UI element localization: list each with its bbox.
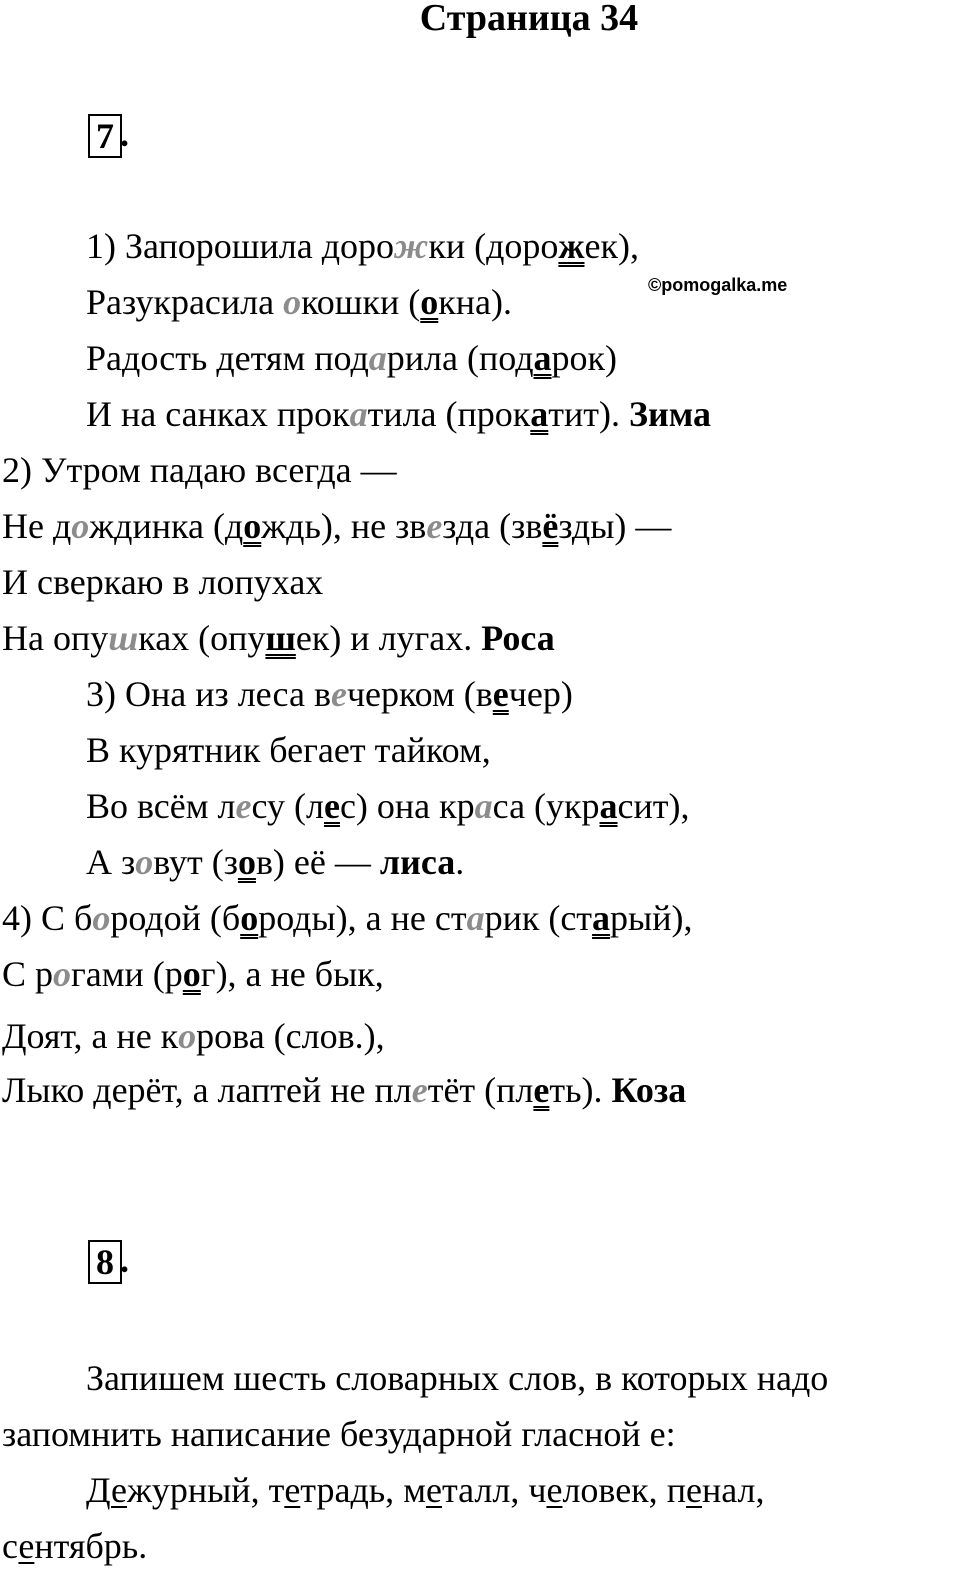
task8-paragraph-line1: Запишем шесть словарных слов, в которых надо: [86, 1358, 829, 1398]
riddle3-line3: Во всём лесу (лес) она краса (украсит),: [86, 786, 690, 826]
riddle1-line1: 1) Запорошила дорожки (дорожек),: [86, 226, 639, 266]
riddle4-line3: Доят, а не корова (слов.),: [2, 1016, 385, 1056]
riddle1-line4: И на санках прокатила (прокатит). Зима: [86, 394, 712, 434]
task8-words-line2: сентябрь.: [2, 1526, 148, 1566]
riddle3-line2: В курятник бегает тайком,: [86, 730, 491, 770]
task8-words-line1: Дежурный, тетрадь, металл, человек, пенал,: [86, 1470, 765, 1510]
task8-paragraph-line2: запомнить написание безударной гласной е:: [2, 1414, 676, 1454]
riddle1-line2: Разукрасила окошки (окна).: [86, 282, 512, 322]
riddle2-line4: На опушках (опушек) и лугах. Роса: [2, 618, 555, 658]
riddle1-answer: Зима: [629, 394, 712, 434]
task-8-number: 8: [88, 1240, 122, 1284]
riddle3-answer: лиса: [379, 842, 456, 882]
riddle4-line1: 4) С бородой (бороды), а не старик (старый),: [2, 898, 693, 938]
riddle4-line4: Лыко дерёт, а лаптей не плетёт (плеть). Коза: [2, 1070, 687, 1110]
task-7-number: 7: [88, 114, 122, 158]
riddle2-line1: 2) Утром падаю всегда —: [2, 450, 397, 490]
riddle3-line4: А зовут (зов) её — лиса.: [86, 842, 465, 882]
riddle2-answer: Роса: [481, 618, 555, 658]
riddle3-line1: 3) Она из леса вечерком (вечер): [86, 674, 573, 714]
riddle4-line2: С рогами (рог), а не бык,: [2, 954, 384, 994]
riddle2-line2: Не дождинка (дождь), не звезда (звёзды) —: [2, 506, 672, 546]
page-title: Страница 34: [419, 0, 639, 39]
riddle1-line3: Радость детям подарила (подарок): [86, 338, 618, 378]
riddle2-line3: И сверкаю в лопухах: [2, 562, 324, 602]
task-7-dot: .: [120, 114, 129, 154]
riddle4-answer: Коза: [611, 1070, 687, 1110]
watermark: ©pomogalka.me: [648, 275, 788, 295]
task-8-dot: .: [120, 1240, 129, 1280]
